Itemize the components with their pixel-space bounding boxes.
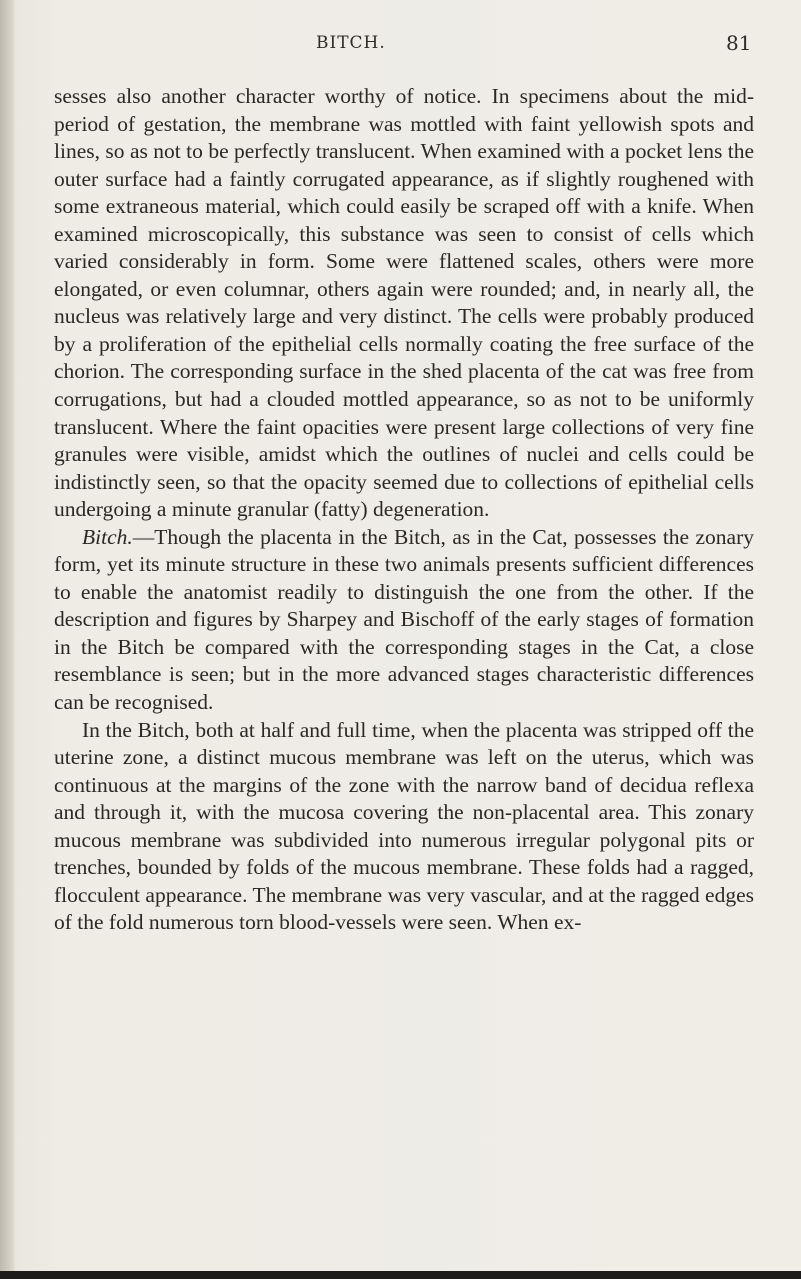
body-text	[54, 83, 754, 937]
paragraph-continuation: sesses also another character worthy of notice. In specimens about the mid-period of gestation, the membrane was mottled with faint yellowish spots and lines, so as not to be perfectly translucent. When examined with a pocket lens the outer surface had a faintly corrugated appearance, as if slightly roughened with some extraneous material, which could easily be scraped off with a knife. When examined microscopically, this substance was seen to consist of cells which varied considerably in form. Some were flattened scales, others were more elongated, or even columnar, others again were rounded; and, in nearly all, the nucleus was relatively large and very distinct. The cells were probably produced by a proliferation of the epithelial cells normally coating the free surface of the chorion. The corresponding surface in the shed placenta of the cat was free from corrugations, but had a clouded mottled appearance, so as not to be uniformly translucent. Where the faint opacities were present large collections of very fine granules were visible, amidst which the outlines of nuclei and cells could be indistinctly seen, so that the opacity seemed due to collections of epithelial cells undergoing a minute granular (fatty) degeneration.	[54, 84, 754, 522]
bottom-edge	[0, 1271, 801, 1279]
binding-edge	[0, 0, 14, 1279]
section-heading-bitch: Bitch.	[82, 524, 133, 549]
paragraph-bitch-intro	[54, 524, 754, 717]
page-header	[0, 31, 801, 55]
running-head: BITCH.	[316, 33, 386, 53]
paragraph-bitch-text: —Though the placenta in the Bitch, as in the Cat, possesses the zonary form, yet its minute structure in these two animals presents sufficient differences to enable the anatomist readily to distinguish the one from the other. If the description and figures by Sharpey and Bischoff of the early stages of formation in the Bitch be compared with the corresponding stages in the Cat, a close resemblance is seen; but in the more advanced stages characteristic differences can be recognised.	[54, 524, 754, 715]
paragraph-mucous-membrane: In the Bitch, both at half and full time, when the placenta was stripped off the uterine zone, a distinct mucous membrane was left on the uterus, which was continuous at the margins of the zone with the narrow band of decidua reflexa and through it, with the mucosa covering the non-placental area. This zonary mucous membrane was subdivided into numerous irregular polygonal pits or trenches, bounded by folds of the mucous membrane. These folds had a ragged, flocculent appearance. The membrane was very vascular, and at the ragged edges of the fold numerous torn blood-vessels were seen. When ex-	[54, 717, 754, 935]
page-number: 81	[726, 31, 752, 55]
